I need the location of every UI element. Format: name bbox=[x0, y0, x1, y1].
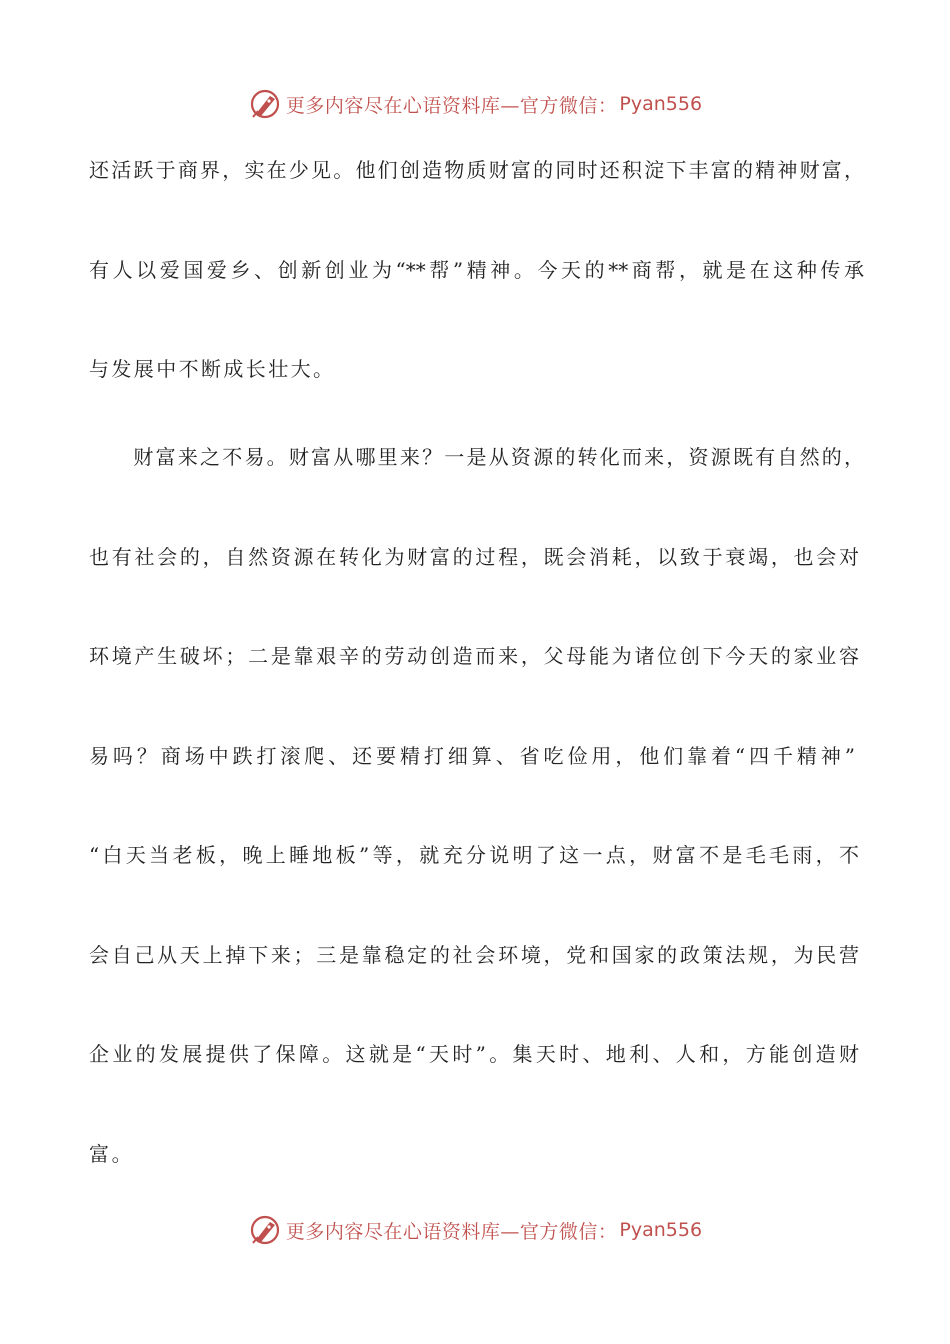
body-line: “白天当老板，晚上睡地板”等，就充分说明了这一点，财富不是毛毛雨，不 bbox=[89, 843, 859, 867]
pen-nib-logo-icon bbox=[248, 87, 282, 121]
body-line: 环境产生破坏；二是靠艰辛的劳动创造而来，父母能为诸位创下今天的家业容 bbox=[89, 644, 859, 668]
body-line: 还活跃于商界，实在少见。他们创造物质财富的同时还积淀下丰富的精神财富， bbox=[89, 158, 864, 182]
body-line: 易吗？商场中跌打滚爬、还要精打细算、省吃俭用，他们靠着“四千精神” bbox=[89, 744, 855, 768]
banner-wechat-id: Pyan556 bbox=[619, 93, 703, 115]
body-line: 与发展中不断成长壮大。 bbox=[89, 357, 336, 381]
body-line: 也有社会的，自然资源在转化为财富的过程，既会消耗，以致于衰竭，也会对 bbox=[89, 545, 859, 569]
footer-banner bbox=[0, 1210, 950, 1250]
banner-text: 更多内容尽在心语资料库—官方微信： bbox=[285, 1220, 618, 1243]
body-line: 富。 bbox=[89, 1142, 135, 1166]
header-banner bbox=[0, 84, 950, 124]
body-line: 会自己从天上掉下来；三是靠稳定的社会环境，党和国家的政策法规，为民营 bbox=[89, 943, 859, 967]
banner-wechat-id: Pyan556 bbox=[619, 1219, 703, 1241]
body-line: 企业的发展提供了保障。这就是“天时”。集天时、地利、人和，方能创造财 bbox=[89, 1042, 859, 1066]
body-line: 财富来之不易。财富从哪里来？一是从资源的转化而来，资源既有自然的， bbox=[89, 445, 864, 469]
pen-nib-logo-icon bbox=[248, 1213, 282, 1247]
body-line: 有人以爱国爱乡、创新创业为“**帮”精神。今天的**商帮，就是在这种传承 bbox=[89, 258, 864, 282]
banner-text: 更多内容尽在心语资料库—官方微信： bbox=[285, 94, 618, 117]
